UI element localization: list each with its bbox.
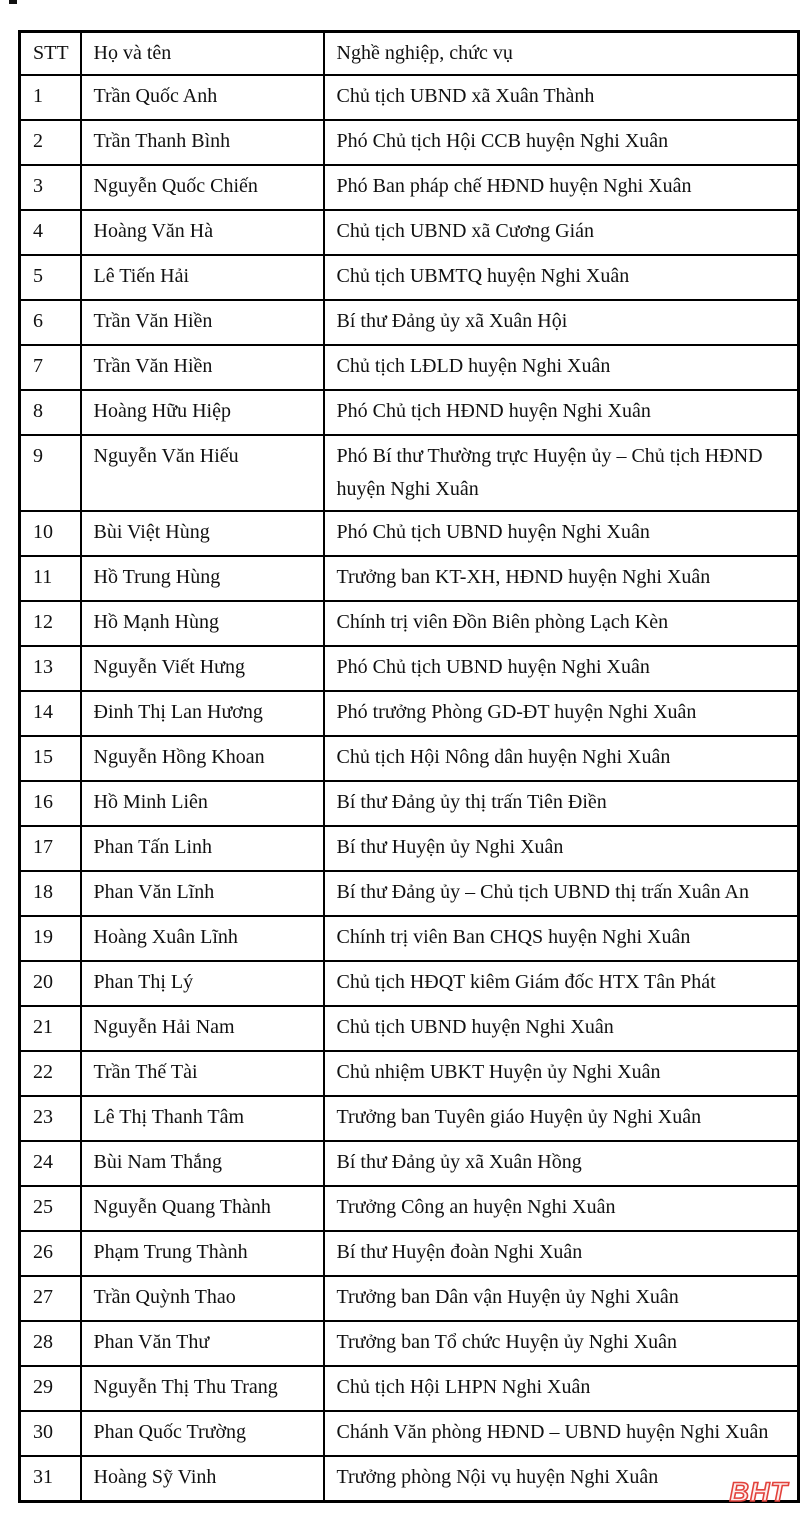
table-row	[20, 435, 799, 511]
cell-position: Trưởng Công an huyện Nghi Xuân	[324, 1186, 799, 1231]
cell-stt: 3	[20, 165, 81, 210]
cell-position: Bí thư Đảng ủy thị trấn Tiên Điền	[324, 781, 799, 826]
cell-stt: 28	[20, 1321, 81, 1366]
cell-name: Nguyễn Quốc Chiến	[81, 165, 324, 210]
cell-name: Phan Quốc Trường	[81, 1411, 324, 1456]
cell-position: Trưởng ban KT-XH, HĐND huyện Nghi Xuân	[324, 556, 799, 601]
cell-position: Bí thư Đảng ủy xã Xuân Hồng	[324, 1141, 799, 1186]
table-row	[20, 1321, 799, 1366]
table-row	[20, 165, 799, 210]
cell-name: Nguyễn Văn Hiếu	[81, 435, 324, 511]
cell-position: Trưởng ban Tuyên giáo Huyện ủy Nghi Xuân	[324, 1096, 799, 1141]
table-row	[20, 1366, 799, 1411]
cell-stt: 23	[20, 1096, 81, 1141]
bht-watermark: BHT	[729, 1477, 788, 1507]
cell-stt: 4	[20, 210, 81, 255]
cell-name: Hoàng Xuân Lĩnh	[81, 916, 324, 961]
cell-position: Trưởng phòng Nội vụ huyện Nghi Xuân	[324, 1456, 799, 1501]
cell-stt: 17	[20, 826, 81, 871]
cell-stt: 16	[20, 781, 81, 826]
cell-position: Chủ tịch UBMTQ huyện Nghi Xuân	[324, 255, 799, 300]
table-row	[20, 210, 799, 255]
table-row	[20, 390, 799, 435]
col-header-name: Họ và tên	[81, 32, 324, 76]
table-row	[20, 1186, 799, 1231]
cell-name: Hồ Minh Liên	[81, 781, 324, 826]
officials-table	[18, 30, 800, 1503]
cell-position: Chánh Văn phòng HĐND – UBND huyện Nghi Xuân	[324, 1411, 799, 1456]
cell-name: Nguyễn Hải Nam	[81, 1006, 324, 1051]
cell-name: Nguyễn Quang Thành	[81, 1186, 324, 1231]
cell-position: Phó Chủ tịch HĐND huyện Nghi Xuân	[324, 390, 799, 435]
cell-name: Hoàng Sỹ Vinh	[81, 1456, 324, 1501]
table-row	[20, 1051, 799, 1096]
cell-position: Phó Chủ tịch UBND huyện Nghi Xuân	[324, 511, 799, 556]
table-row	[20, 1411, 799, 1456]
cell-name: Nguyễn Viết Hưng	[81, 646, 324, 691]
cell-stt: 27	[20, 1276, 81, 1321]
cell-stt: 12	[20, 601, 81, 646]
cell-position: Phó Bí thư Thường trực Huyện ủy – Chủ tịch HĐND huyện Nghi Xuân	[324, 435, 799, 511]
cell-name: Phan Thị Lý	[81, 961, 324, 1006]
cell-stt: 20	[20, 961, 81, 1006]
cell-stt: 13	[20, 646, 81, 691]
cell-name: Trần Văn Hiền	[81, 300, 324, 345]
cell-stt: 7	[20, 345, 81, 390]
table-row	[20, 556, 799, 601]
cell-name: Trần Văn Hiền	[81, 345, 324, 390]
cell-position: Bí thư Đảng ủy – Chủ tịch UBND thị trấn Xuân An	[324, 871, 799, 916]
cell-position: Bí thư Đảng ủy xã Xuân Hội	[324, 300, 799, 345]
cell-stt: 29	[20, 1366, 81, 1411]
col-header-stt: STT	[20, 32, 81, 76]
cell-position: Chủ tịch UBND xã Cương Gián	[324, 210, 799, 255]
cell-stt: 11	[20, 556, 81, 601]
table-row	[20, 75, 799, 120]
table-row	[20, 736, 799, 781]
cell-stt: 2	[20, 120, 81, 165]
cell-stt: 6	[20, 300, 81, 345]
table-row	[20, 826, 799, 871]
cell-position: Chủ tịch Hội Nông dân huyện Nghi Xuân	[324, 736, 799, 781]
cell-name: Đinh Thị Lan Hương	[81, 691, 324, 736]
cell-name: Trần Thanh Bình	[81, 120, 324, 165]
cell-position: Chủ tịch UBND xã Xuân Thành	[324, 75, 799, 120]
cell-stt: 14	[20, 691, 81, 736]
cell-name: Phan Văn Thư	[81, 1321, 324, 1366]
cell-name: Phan Văn Lĩnh	[81, 871, 324, 916]
cell-position: Trưởng ban Dân vận Huyện ủy Nghi Xuân	[324, 1276, 799, 1321]
cell-stt: 31	[20, 1456, 81, 1501]
cell-position: Chủ nhiệm UBKT Huyện ủy Nghi Xuân	[324, 1051, 799, 1096]
table-row	[20, 781, 799, 826]
table-row	[20, 120, 799, 165]
cell-stt: 5	[20, 255, 81, 300]
cell-name: Lê Thị Thanh Tâm	[81, 1096, 324, 1141]
cell-position: Chính trị viên Đồn Biên phòng Lạch Kèn	[324, 601, 799, 646]
cell-position: Chủ tịch Hội LHPN Nghi Xuân	[324, 1366, 799, 1411]
cell-stt: 30	[20, 1411, 81, 1456]
table-row	[20, 1096, 799, 1141]
cell-position: Trưởng ban Tổ chức Huyện ủy Nghi Xuân	[324, 1321, 799, 1366]
cell-position: Phó trưởng Phòng GD-ĐT huyện Nghi Xuân	[324, 691, 799, 736]
cell-stt: 18	[20, 871, 81, 916]
cell-name: Hoàng Hữu Hiệp	[81, 390, 324, 435]
cell-stt: 1	[20, 75, 81, 120]
header-row	[20, 32, 799, 76]
cell-stt: 26	[20, 1231, 81, 1276]
cell-stt: 25	[20, 1186, 81, 1231]
cell-position: Bí thư Huyện ủy Nghi Xuân	[324, 826, 799, 871]
cell-stt: 8	[20, 390, 81, 435]
cell-name: Hồ Mạnh Hùng	[81, 601, 324, 646]
table-row	[20, 300, 799, 345]
table-row	[20, 1276, 799, 1321]
table-row	[20, 511, 799, 556]
cell-name: Hồ Trung Hùng	[81, 556, 324, 601]
cell-name: Bùi Nam Thắng	[81, 1141, 324, 1186]
table-row	[20, 601, 799, 646]
cell-position: Chủ tịch UBND huyện Nghi Xuân	[324, 1006, 799, 1051]
table-row	[20, 1006, 799, 1051]
cell-name: Phan Tấn Linh	[81, 826, 324, 871]
cell-stt: 15	[20, 736, 81, 781]
cell-stt: 19	[20, 916, 81, 961]
col-header-position: Nghề nghiệp, chức vụ	[324, 32, 799, 76]
cell-stt: 22	[20, 1051, 81, 1096]
table-row	[20, 255, 799, 300]
cell-stt: 24	[20, 1141, 81, 1186]
cell-name: Bùi Việt Hùng	[81, 511, 324, 556]
cell-position: Bí thư Huyện đoàn Nghi Xuân	[324, 1231, 799, 1276]
cell-position: Phó Ban pháp chế HĐND huyện Nghi Xuân	[324, 165, 799, 210]
cell-stt: 21	[20, 1006, 81, 1051]
cell-name: Phạm Trung Thành	[81, 1231, 324, 1276]
scan-artifact	[9, 0, 17, 4]
cell-stt: 10	[20, 511, 81, 556]
cell-name: Trần Thế Tài	[81, 1051, 324, 1096]
cell-stt: 9	[20, 435, 81, 511]
cell-position: Chính trị viên Ban CHQS huyện Nghi Xuân	[324, 916, 799, 961]
table-row	[20, 345, 799, 390]
table-row	[20, 871, 799, 916]
cell-name: Hoàng Văn Hà	[81, 210, 324, 255]
cell-name: Trần Quốc Anh	[81, 75, 324, 120]
cell-name: Trần Quỳnh Thao	[81, 1276, 324, 1321]
cell-position: Chủ tịch HĐQT kiêm Giám đốc HTX Tân Phát	[324, 961, 799, 1006]
cell-name: Lê Tiến Hải	[81, 255, 324, 300]
table-row	[20, 691, 799, 736]
cell-position: Phó Chủ tịch Hội CCB huyện Nghi Xuân	[324, 120, 799, 165]
cell-position: Chủ tịch LĐLD huyện Nghi Xuân	[324, 345, 799, 390]
table-row	[20, 1141, 799, 1186]
cell-position: Phó Chủ tịch UBND huyện Nghi Xuân	[324, 646, 799, 691]
table-row	[20, 961, 799, 1006]
cell-name: Nguyễn Hồng Khoan	[81, 736, 324, 781]
table-row	[20, 1231, 799, 1276]
cell-name: Nguyễn Thị Thu Trang	[81, 1366, 324, 1411]
table-row	[20, 1456, 799, 1501]
table-row	[20, 916, 799, 961]
table-row	[20, 646, 799, 691]
